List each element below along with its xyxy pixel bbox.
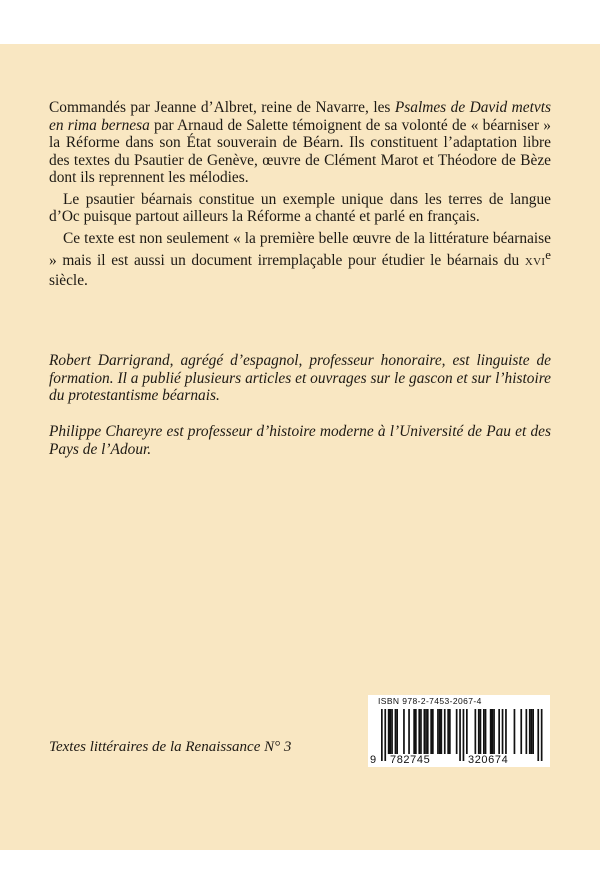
barcode-bar [514, 709, 516, 754]
barcode-bar [447, 709, 449, 754]
description-text [49, 99, 551, 293]
century-numeral: XVI [524, 256, 546, 269]
book-title: Psalmes de David metvts en rima bernesa [49, 99, 551, 134]
barcode-bar [456, 709, 458, 754]
barcode-bar [415, 709, 417, 754]
barcode-bar [439, 709, 441, 754]
barcode-bar [427, 709, 429, 754]
barcode-bar [396, 709, 398, 754]
barcode-bar [529, 709, 531, 754]
author-bio-chareyre: Philippe Chareyre est professeur d’histoire moderne à l’Université de Pau et des Pays de l’Adour. [49, 423, 551, 458]
barcode-bar [425, 709, 427, 754]
barcode-bar [391, 709, 393, 754]
series-title: Textes littéraires de la Renaissance N° 3 [49, 739, 292, 755]
barcode-bar [430, 709, 432, 754]
barcode-bar [493, 709, 495, 754]
barcode-bar [444, 709, 446, 754]
barcode-bar [526, 709, 528, 754]
barcode-bar [485, 709, 487, 754]
barcode-bar [418, 709, 420, 754]
blurb-paragraph-2: Le psautier béarnais constitue un exemple unique dans les terres de langue d’Oc puisque partout ailleurs la Réforme a chanté et parlé en français. [49, 190, 551, 225]
barcode-bar [420, 709, 422, 754]
barcode-bar [395, 709, 397, 754]
barcode-bar [437, 709, 439, 754]
barcode-digits [368, 754, 550, 767]
barcode-bar [532, 709, 534, 754]
barcode-bar [390, 709, 392, 754]
barcode-bar [403, 709, 405, 754]
century-superscript: e [545, 248, 551, 262]
author-bio-darrigrand: Robert Darrigrand, agrégé d’espagnol, professeur honoraire, est linguiste de formation. Il a publié plusieurs articles et ouvrages sur le gascon et sur l’histoire du protestantisme béarnais. [49, 352, 551, 404]
barcode-bar [492, 709, 494, 754]
barcode-bar [388, 709, 390, 754]
blurb-paragraph-3: Ce texte est non seulement « la première belle œuvre de la littérature béarnaise » mais il est aussi un document irremplaçable pour étudier le béarnais du XVIe siècle. [49, 229, 551, 289]
barcode-bar [432, 709, 434, 754]
barcode-bar [424, 709, 426, 754]
barcode-bar [449, 709, 451, 754]
barcode-bar [478, 709, 480, 754]
barcode-bar [408, 709, 410, 754]
barcode-bar [531, 709, 533, 754]
barcode-bar [413, 709, 415, 754]
barcode-bar [498, 709, 500, 754]
barcode-bar [466, 709, 468, 754]
barcode-bar [520, 709, 522, 754]
isbn-label: ISBN 978-2-7453-2067-4 [368, 695, 550, 707]
isbn-barcode-block [368, 695, 550, 767]
barcode-digits-right: 320674 [468, 754, 509, 766]
barcode-bar [480, 709, 482, 754]
back-cover [0, 44, 600, 850]
barcode-digits-left: 782745 [390, 754, 431, 766]
barcode-bar [505, 709, 507, 754]
barcode-bar [502, 709, 504, 754]
barcode-bar [441, 709, 443, 754]
blurb-paragraph-1: Commandés par Jeanne d’Albret, reine de Navarre, les Psalmes de David metvts en rima bernesa par Arnaud de Salette témoignent de sa volonté de « béarniser » la Réforme dans son État souverain de Béarn. Ils constituent l’adaptation libre des textes du Psautier de Genève, œuvre de Clément Marot et Théodore de Bèze dont ils reprennent les mélodies. [49, 99, 551, 186]
barcode-bar [475, 709, 477, 754]
barcode-bar [483, 709, 485, 754]
barcode-bar [490, 709, 492, 754]
barcode [368, 707, 550, 767]
barcode-digit-first: 9 [370, 754, 377, 766]
